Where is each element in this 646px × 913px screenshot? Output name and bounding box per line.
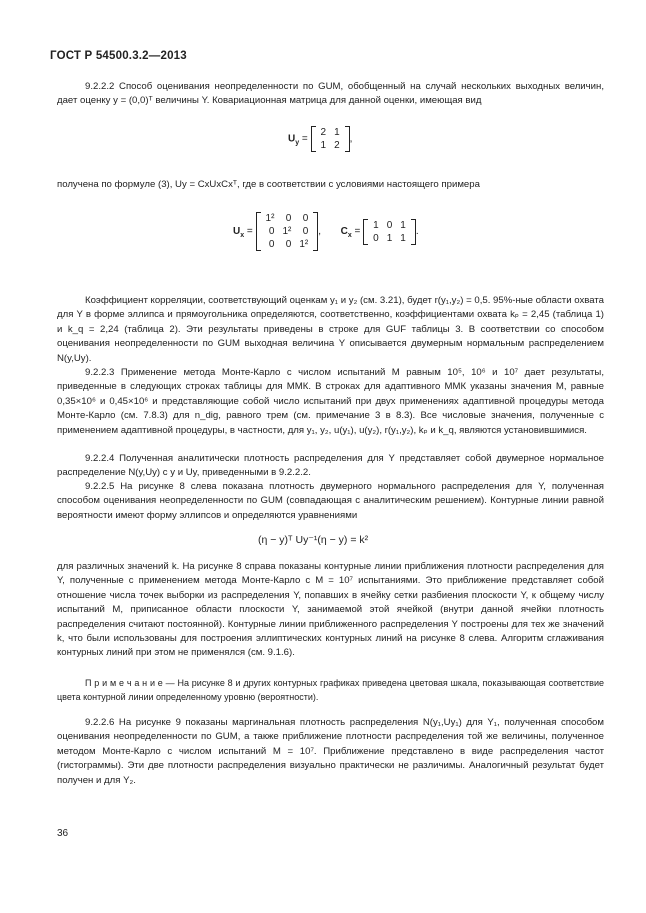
formula-ux-lhs: U	[233, 226, 241, 238]
paragraph-9-2-2-3: 9.2.2.3 Применение метода Монте-Карло с числом испытаний M равным 10⁵, 10⁶ и 10⁷ дает результаты, приведенные в следующих строках таблицы для ММК. В строках для адаптивного ММК указаны значения M, равные 0,35×10⁶ и 0,45×10⁶ и представляющие собой число испытаний при двух применениях адаптивной процедуры метода Монте-Карло (см. 7.8.3) для n_dig, равного трем (см. примечание 3 в 8.3). Все числовые значения, полученные с применением адаптивной процедуры, в частности, для y₁, y₂, u(y₁), u(y₂), r(y₁,y₂), kₚ и k_q, являются установившимися.	[57, 367, 604, 436]
matrix-cell: 1	[400, 219, 406, 231]
paragraph-contours: для различных значений k. На рисунке 8 справа показаны контурные линии приближения плотности распределения для Y, полученные с применением метода Монте-Карло с M = 10⁷ испытаниями. Это приближение представляет собой отношение числа точек выборки из распределения Y, попавших в ячейку сетки разбиения плоскости Y, к общему числу испытаний M, приписанное области плоскости Y, занимаемой этой ячейкой (внутри данной ячейки плотность распределения считают постоянной). Контурные линии приближенного распределения Y построены для тех же значений k, что были использованы для построения эллиптических контурных линий на рисунке 8 слева. Алгоритм сглаживания контурных линий при этом не применялся (см. 9.1.6).	[57, 561, 604, 659]
matrix-cell: 2	[320, 127, 327, 138]
note: П р и м е ч а н и е — На рисунке 8 и других контурных графиках приведена цветовая шкала, показывающая соответствие цвета контурной линии определенному уровню (вероятности).	[57, 678, 604, 703]
paragraph-formula-3: получена по формуле (3), Uy = CxUxCxᵀ, где в соответствии с условиями настоящего примера	[57, 179, 480, 190]
formula-uy-sub: y	[295, 139, 300, 147]
formula-uy: $U_y$ = 2 1 1 2 ,	[288, 127, 353, 151]
matrix-cell: 1	[320, 140, 327, 151]
matrix-cell: 1²	[265, 213, 275, 224]
matrix-cell: 0	[302, 226, 309, 237]
matrix-cell: 1	[400, 232, 406, 244]
matrix-cell: 1	[386, 232, 393, 244]
matrix-cell: 0	[285, 213, 292, 224]
paragraph-correlation: Коэффициент корреляции, соответствующий оценкам y₁ и y₂ (см. 3.21), будет r(y₁,y₂) = 0,5. 95%-ные области охвата для Y в форме эллипса и прямоугольника определяются, соответственно, коэффициентами охвата kₚ = 2,45 (таблица 1) и k_q = 2,24 (таблица 2). Эти результаты приведены в строке для GUF таблицы 3. В соответствии со способом оценивания неопределенности по GUM выходная величина Y описывается двумерным нормальным распределением N(y,Uy).	[57, 295, 604, 364]
matrix-cell: 0	[268, 226, 275, 237]
paragraph-9-2-2-5: 9.2.2.5 На рисунке 8 слева показана плотность двумерного нормального распределения для Y, полученная способом оценивания неопределенности по GUM (совпадающая с аналитическим решением). Контурные линии равной вероятности имеют форму эллипсов и определяются уравнениями	[57, 481, 604, 521]
paragraph-9-2-2-2: 9.2.2.2 Способ оценивания неопределенности по GUM, обобщенный на случай нескольких выходных величин, дает оценку y = (0,0)ᵀ величины Y. Ковариационная матрица для данной оценки, имеющая вид	[57, 81, 604, 107]
formula-sep: ,	[318, 226, 322, 238]
matrix-cell: 2	[334, 140, 340, 151]
formula-uy-lhs: U	[288, 133, 296, 145]
matrix-cell: 1	[373, 219, 379, 231]
paragraph-9-2-2-6: 9.2.2.6 На рисунке 9 показаны маргинальная плотность распределения N(y₁,Uy₁) для Y₁, полученная способом оценивания неопределенности по GUM, а также приближение плотности распределения той же величины, полученное методом Монте-Карло с числом испытаний M = 10⁷. Приближение представлено в виде распределения частот (гистограммы). Эти две плотности распределения визуально практически не различимы. Аналогичный результат будет получен и для Y₂.	[57, 717, 604, 786]
matrix-cell: 0	[373, 232, 379, 244]
document-header: ГОСТ Р 54500.3.2—2013	[50, 50, 187, 62]
formula-cx-lhs: C	[340, 226, 348, 238]
formula-contour: (η − y)ᵀ Uy⁻¹(η − y) = k²	[258, 534, 369, 546]
matrix-cell: 1²	[282, 226, 292, 237]
matrix-cell: 0	[302, 213, 309, 224]
formula-ux-sub: x	[240, 232, 245, 240]
matrix-uy	[311, 126, 350, 152]
matrix-cx	[363, 219, 416, 245]
formula-cx-sub: x	[347, 232, 352, 240]
paragraph-9-2-2-4: 9.2.2.4 Полученная аналитически плотность распределения для Y представляет собой двумерное нормальное распределение N(y,Uy) с y и Uy, приведенными в 9.2.2.2.	[57, 453, 604, 479]
formula-ux-cx: $U_x$ = 1² 0 0 0 1² 0 0 0 1² , $C_x$ = 1 0 1 0 1 1 .	[233, 213, 419, 250]
matrix-cell: 0	[268, 239, 275, 250]
matrix-cell: 0	[386, 219, 393, 231]
formula-cx-tail: .	[415, 226, 419, 238]
matrix-cell: 1²	[299, 239, 309, 250]
matrix-cell: 1	[334, 127, 340, 138]
matrix-cell: 0	[285, 239, 292, 250]
page-number: 36	[57, 828, 69, 839]
formula-uy-tail: ,	[349, 133, 353, 145]
matrix-ux	[256, 212, 322, 251]
